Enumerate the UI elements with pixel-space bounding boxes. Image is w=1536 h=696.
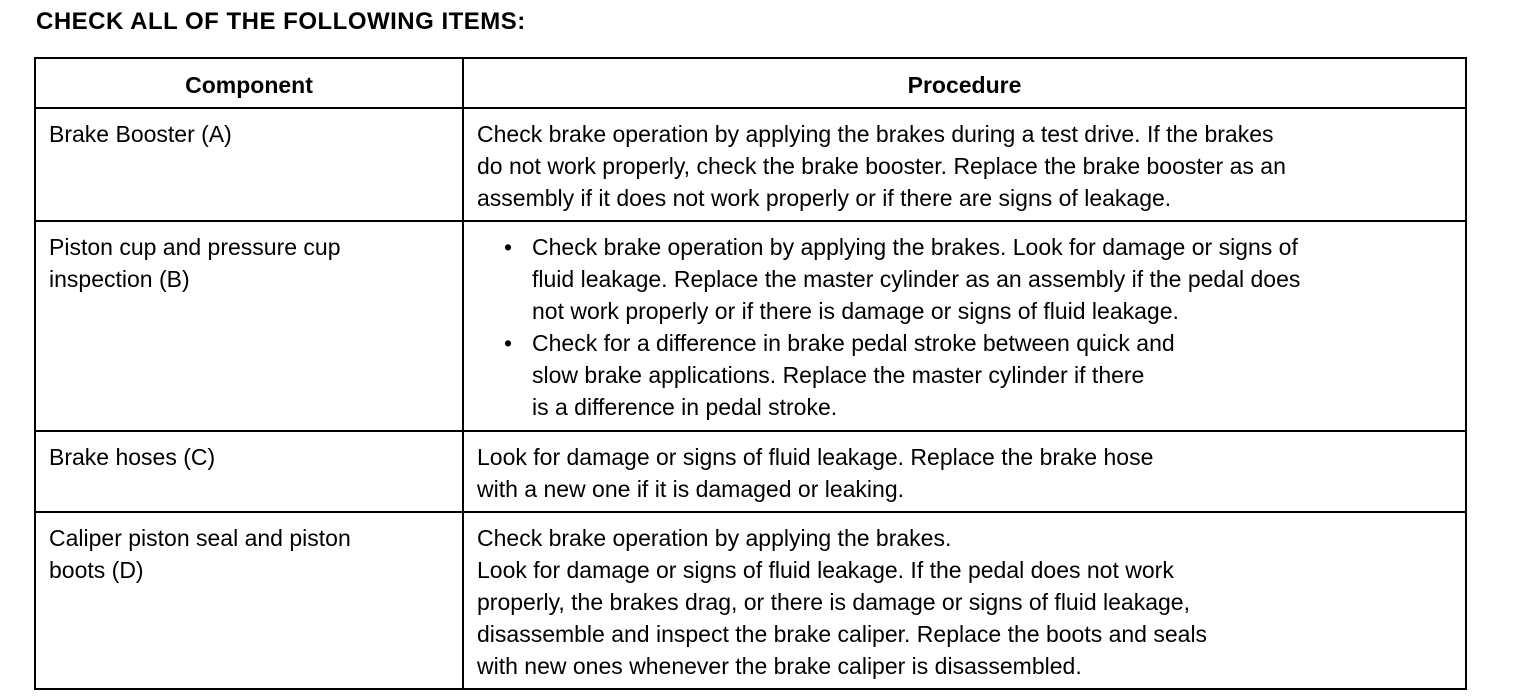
component-text: boots (D)	[49, 557, 144, 583]
component-text: Caliper piston seal and piston	[49, 525, 351, 551]
column-header-procedure: Procedure	[463, 58, 1466, 108]
procedure-text: Look for damage or signs of fluid leakage. If the pedal does not work	[477, 557, 1174, 583]
inspection-table	[34, 57, 1467, 690]
procedure-text: with a new one if it is damaged or leaking.	[477, 476, 905, 502]
procedure-cell	[463, 221, 1466, 431]
table-row	[35, 221, 1466, 431]
list-item	[504, 231, 1453, 327]
procedure-cell	[463, 108, 1466, 221]
component-text: Brake hoses (C)	[49, 444, 216, 470]
procedure-text: slow brake applications. Replace the master cylinder if there	[532, 362, 1145, 388]
procedure-text: Check for a difference in brake pedal stroke between quick and	[532, 330, 1175, 356]
bullet-icon: •	[504, 330, 513, 356]
table-row	[35, 512, 1466, 689]
component-cell	[35, 512, 463, 689]
component-cell	[35, 431, 463, 512]
bullet-icon: •	[504, 234, 513, 260]
procedure-text: with new ones whenever the brake caliper is disassembled.	[477, 653, 1082, 679]
column-header-component: Component	[35, 58, 463, 108]
procedure-text: fluid leakage. Replace the master cylinder as an assembly if the pedal does	[532, 266, 1301, 292]
component-cell	[35, 221, 463, 431]
procedure-text: Check brake operation by applying the brakes.	[477, 525, 952, 551]
page-title: CHECK ALL OF THE FOLLOWING ITEMS:	[36, 8, 526, 35]
component-text: inspection (B)	[49, 266, 190, 292]
procedure-text: do not work properly, check the brake booster. Replace the brake booster as an	[477, 153, 1286, 179]
component-text: Brake Booster (A)	[49, 121, 232, 147]
procedure-text: is a difference in pedal stroke.	[532, 394, 838, 420]
procedure-text: assembly if it does not work properly or if there are signs of leakage.	[477, 185, 1172, 211]
procedure-text: Check brake operation by applying the brakes during a test drive. If the brakes	[477, 121, 1274, 147]
table-row	[35, 431, 1466, 512]
procedure-text: disassemble and inspect the brake caliper. Replace the boots and seals	[477, 621, 1208, 647]
table-row	[35, 108, 1466, 221]
table-header-row	[35, 58, 1466, 108]
procedure-bullet-list	[477, 231, 1453, 423]
list-item	[504, 327, 1453, 423]
procedure-text: Check brake operation by applying the brakes. Look for damage or signs of	[532, 234, 1298, 260]
procedure-text: not work properly or if there is damage or signs of fluid leakage.	[532, 298, 1179, 324]
component-cell	[35, 108, 463, 221]
component-text: Piston cup and pressure cup	[49, 234, 341, 260]
procedure-text: properly, the brakes drag, or there is damage or signs of fluid leakage,	[477, 589, 1190, 615]
procedure-cell	[463, 431, 1466, 512]
procedure-text: Look for damage or signs of fluid leakage. Replace the brake hose	[477, 444, 1154, 470]
procedure-cell	[463, 512, 1466, 689]
